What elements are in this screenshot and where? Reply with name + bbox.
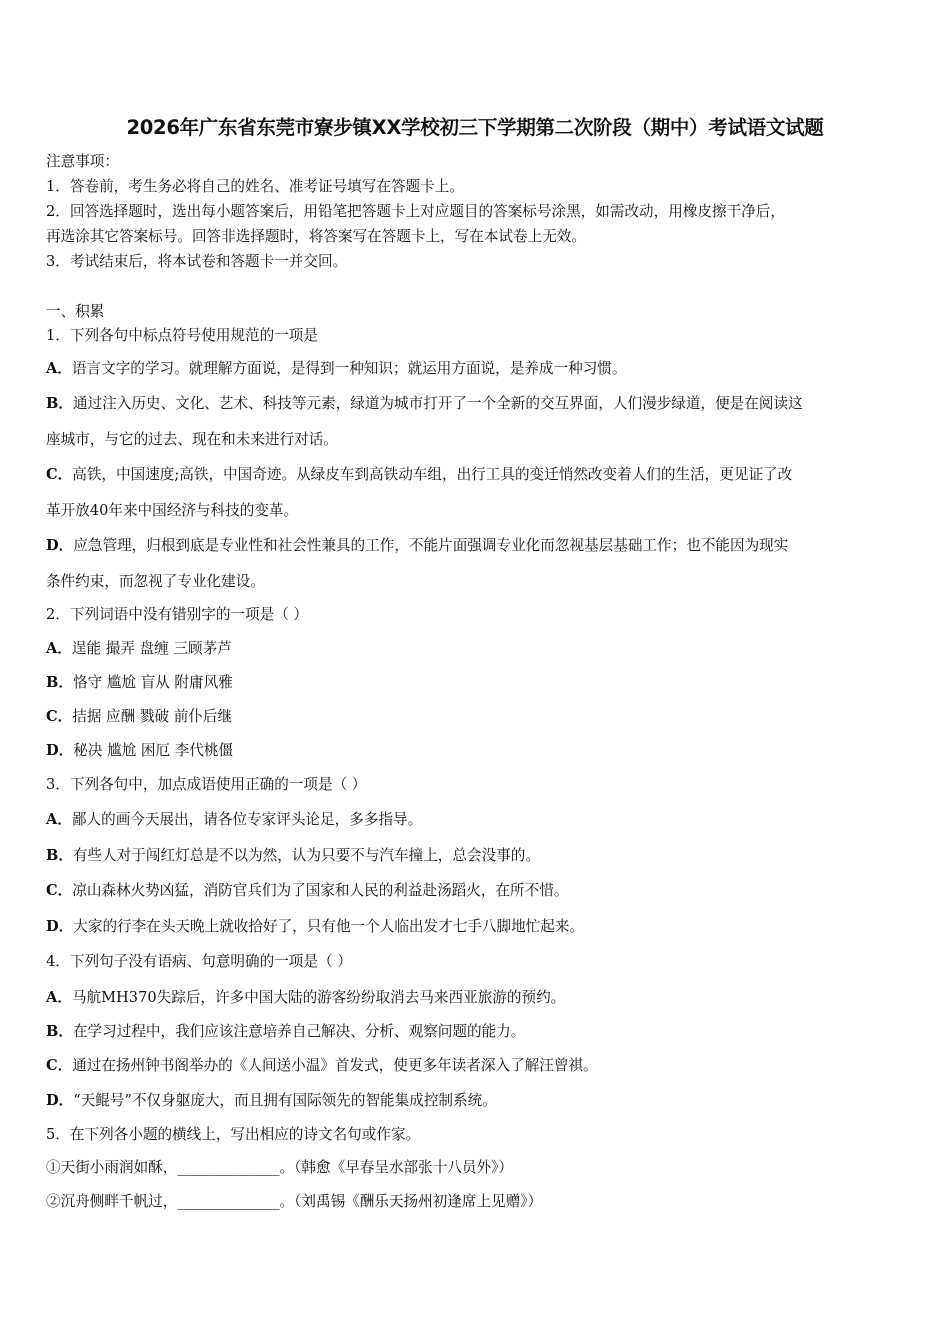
- notice-item: 3．考试结束后，将本试卷和答题卡一并交回。: [46, 253, 348, 270]
- q1-option-d-cont: 条件约束，而忽视了专业化建设。: [46, 573, 265, 590]
- notice-item: 2．回答选择题时，选出每小题答案后，用铅笔把答题卡上对应题目的答案标号涂黑，如需改动，用橡皮擦干净后，: [46, 203, 785, 220]
- option-text: 通过在扬州钟书阁举办的《人间送小温》首发式，使更多年读者深入了解汪曾祺。: [72, 1057, 598, 1074]
- q1-option-c: [46, 465, 916, 485]
- option-text: 拮据 应酬 戮破 前仆后继: [72, 708, 233, 725]
- option-text: 秘决 尴尬 困厄 李代桃僵: [73, 742, 234, 759]
- q5-item: ①天街小雨润如酥，______________。（韩愈《早春呈水部张十八员外》）: [46, 1159, 513, 1176]
- question-2-stem: 2．下列词语中没有错别字的一项是（ ）: [46, 606, 309, 623]
- q2-option-b: [46, 673, 916, 693]
- option-label: A．: [46, 989, 72, 1006]
- option-text: “天鲲号”不仅身躯庞大，而且拥有国际领先的智能集成控制系统。: [73, 1092, 497, 1109]
- option-text: 在学习过程中，我们应该注意培养自己解决、分析、观察问题的能力。: [72, 1023, 526, 1040]
- option-text: 应急管理，归根到底是专业性和社会性兼具的工作，不能片面强调专业化而忽视基层基础工作；也不能因为现实: [73, 537, 789, 554]
- notice-item: 1．答卷前，考生务必将自己的姓名、准考证号填写在答题卡上。: [46, 178, 464, 195]
- q3-option-c: [46, 881, 916, 901]
- q1-option-b: [46, 394, 916, 414]
- option-label: C．: [46, 708, 73, 725]
- option-text: 大家的行李在头天晚上就收拾好了，只有他一个人临出发才七手八脚地忙起来。: [73, 918, 585, 935]
- option-text: 凉山森林火势凶猛，消防官兵们为了国家和人民的利益赴汤蹈火，在所不惜。: [72, 882, 569, 899]
- q3-option-d: [46, 917, 916, 937]
- notice-heading: 注意事项：: [46, 153, 119, 170]
- question-4-stem: 4．下列句子没有语病、句意明确的一项是（ ）: [46, 953, 352, 970]
- option-text: 通过注入历史、文化、艺术、科技等元素，绿道为城市打开了一个全新的交互界面，人们漫步绿道，便是在阅读这: [72, 395, 803, 412]
- q1-option-d: [46, 536, 916, 556]
- page-title: 2026年广东省东莞市寮步镇XX学校初三下学期第二次阶段（期中）考试语文试题: [126, 116, 824, 139]
- option-label: B．: [46, 395, 73, 412]
- option-label: D．: [46, 1092, 74, 1109]
- option-label: B．: [46, 674, 73, 691]
- option-text: 逞能 撮弄 盘缠 三顾茅芦: [71, 640, 232, 657]
- option-label: D．: [46, 537, 74, 554]
- option-text: 高铁，中国速度;高铁，中国奇迹。从绿皮车到高铁动车组，出行工具的变迁悄然改变着人们的生活，更见证了改: [72, 466, 793, 483]
- option-label: A．: [46, 811, 72, 828]
- q2-option-d: [46, 741, 916, 761]
- option-label: C．: [46, 882, 73, 899]
- question-3-stem: 3．下列各句中，加点成语使用正确的一项是（ ）: [46, 776, 367, 793]
- option-label: C．: [46, 1057, 73, 1074]
- q2-option-a: [46, 639, 916, 659]
- q1-option-c-cont: 革开放40年来中国经济与科技的变革。: [46, 502, 299, 519]
- option-label: D．: [46, 742, 74, 759]
- option-text: 恪守 尴尬 盲从 附庸风雅: [72, 674, 233, 691]
- q4-option-c: [46, 1056, 916, 1076]
- option-text: 语言文字的学习。就理解方面说，是得到一种知识；就运用方面说，是养成一种习惯。: [71, 360, 627, 377]
- notice-item: 再选涂其它答案标号。回答非选择题时，将答案写在答题卡上，写在本试卷上无效。: [46, 228, 586, 245]
- option-label: A．: [46, 360, 72, 377]
- option-label: B．: [46, 1023, 73, 1040]
- question-1-stem: 1．下列各句中标点符号使用规范的一项是: [46, 327, 318, 344]
- option-label: C．: [46, 466, 73, 483]
- q3-option-b: [46, 846, 916, 866]
- option-label: D．: [46, 918, 74, 935]
- q1-option-a: [46, 359, 916, 379]
- option-label: B．: [46, 847, 73, 864]
- q1-option-b-cont: 座城市，与它的过去、现在和未来进行对话。: [46, 431, 338, 448]
- q3-option-a: [46, 810, 916, 830]
- q4-option-b: [46, 1022, 916, 1042]
- option-text: 有些人对于闯红灯总是不以为然，认为只要不与汽车撞上，总会没事的。: [72, 847, 540, 864]
- q2-option-c: [46, 707, 916, 727]
- q4-option-d: [46, 1091, 916, 1111]
- option-text: 马航MH370失踪后，许多中国大陆的游客纷纷取消去马来西亚旅游的预约。: [71, 989, 566, 1006]
- q5-item: ②沉舟侧畔千帆过，______________。（刘禹锡《酬乐天扬州初逢席上见赠》）: [46, 1193, 543, 1210]
- question-5-stem: 5．在下列各小题的横线上，写出相应的诗文名句或作家。: [46, 1126, 421, 1143]
- q4-option-a: [46, 988, 916, 1008]
- option-label: A．: [46, 640, 72, 657]
- option-text: 鄙人的画今天展出，请各位专家评头论足，多多指导。: [71, 811, 423, 828]
- section-heading: 一、积累: [46, 303, 105, 320]
